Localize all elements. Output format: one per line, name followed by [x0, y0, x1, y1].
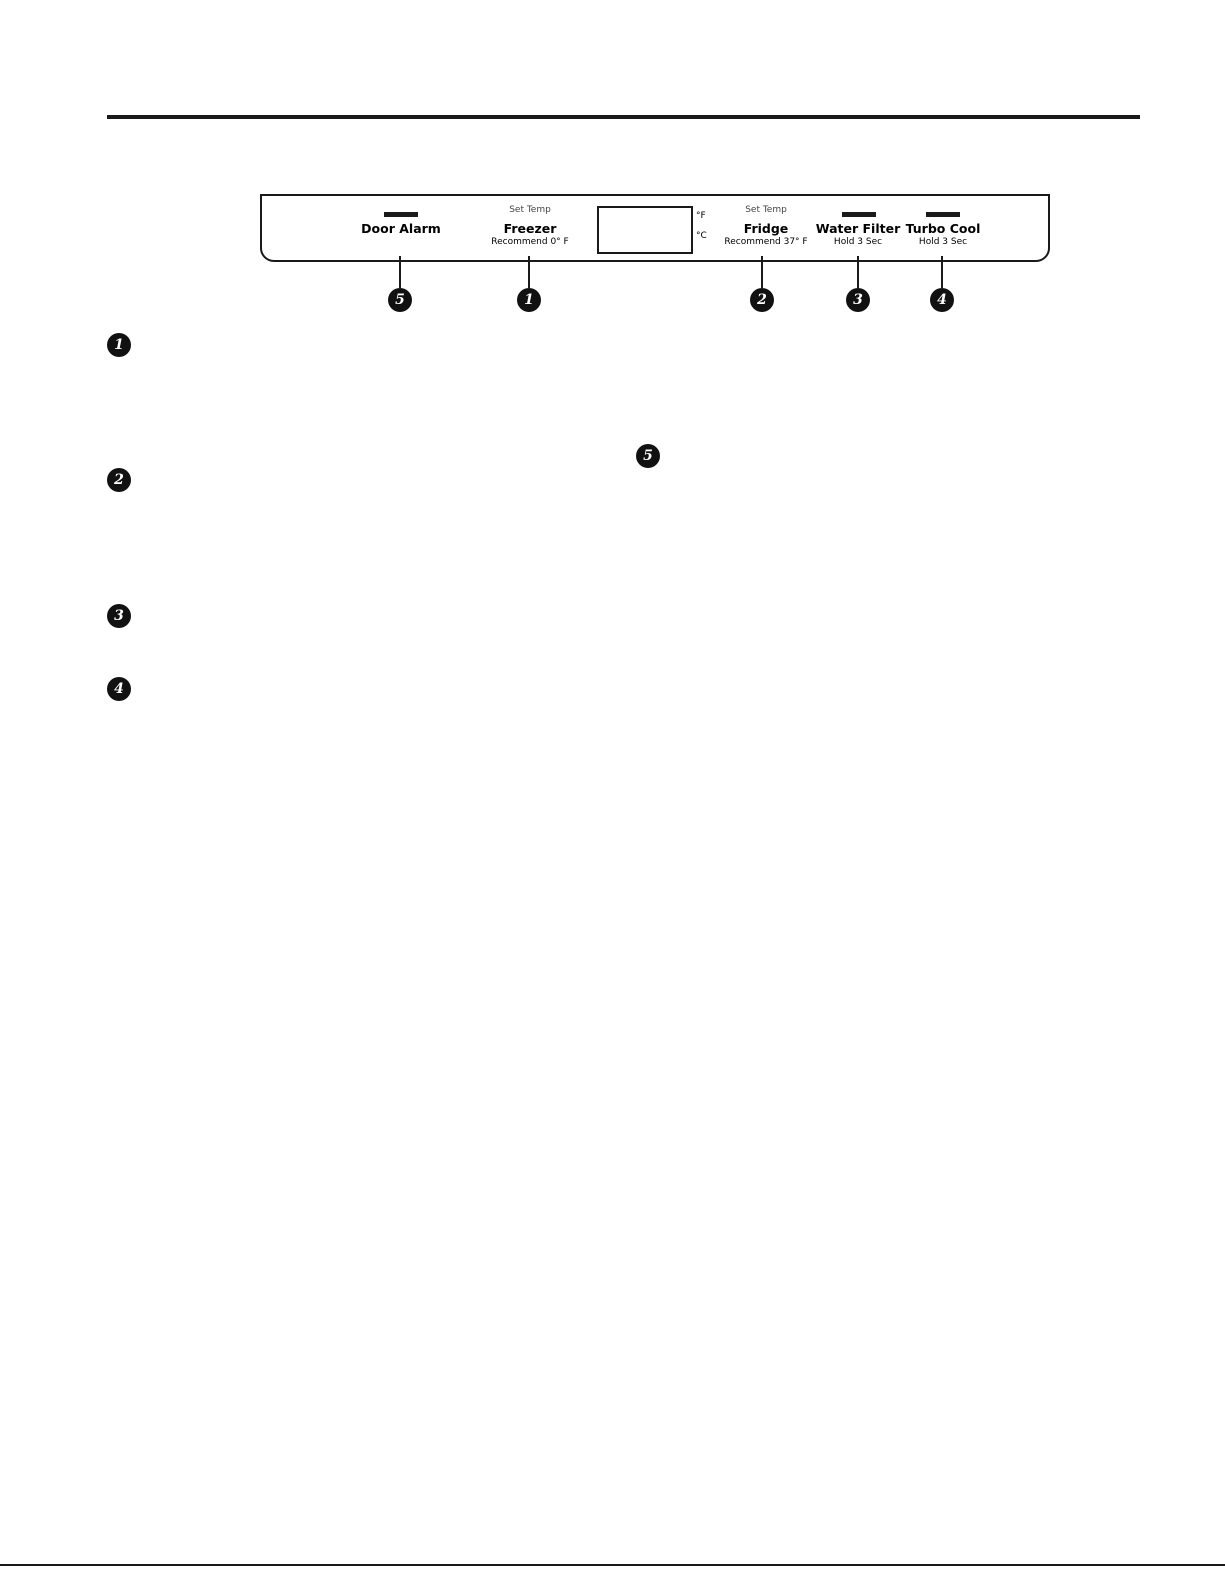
freezer-button[interactable]: Freezer	[503, 221, 557, 236]
section-marker-5: 5	[636, 444, 660, 468]
section-marker-3: 3	[107, 604, 131, 628]
freezer-set-temp-label: Set Temp	[509, 205, 551, 215]
door-alarm-leader-line	[399, 256, 401, 288]
fridge-button[interactable]: Fridge	[743, 221, 789, 236]
freezer-leader-line	[528, 256, 530, 288]
turbo-cool-hold-text: Hold 3 Sec	[918, 237, 968, 247]
section-marker-1: 1	[107, 333, 131, 357]
water-filter-hold-text: Hold 3 Sec	[833, 237, 883, 247]
water-filter-button[interactable]: Water Filter	[815, 221, 901, 236]
door-alarm-indicator-light	[384, 212, 418, 217]
fridge-leader-line	[761, 256, 763, 288]
fridge-set-temp-label: Set Temp	[745, 205, 787, 215]
callout-badge-water-filter: 3	[846, 288, 870, 312]
callout-badge-fridge: 2	[750, 288, 774, 312]
callout-badge-turbo-cool: 4	[930, 288, 954, 312]
freezer-recommend-text: Recommend 0° F	[491, 237, 569, 247]
fahrenheit-unit: °F	[696, 211, 706, 221]
turbo-cool-leader-line	[941, 256, 943, 288]
turbo-cool-button[interactable]: Turbo Cool	[905, 221, 981, 236]
section-marker-4: 4	[107, 677, 131, 701]
callout-badge-door-alarm: 5	[388, 288, 412, 312]
door-alarm-button[interactable]: Door Alarm	[361, 221, 441, 236]
temperature-display	[597, 206, 693, 254]
fridge-recommend-text: Recommend 37° F	[724, 237, 808, 247]
callout-badge-freezer: 1	[517, 288, 541, 312]
turbo-cool-indicator-light	[926, 212, 960, 217]
header-rule	[107, 115, 1140, 119]
water-filter-leader-line	[857, 256, 859, 288]
footer-rule	[0, 1564, 1225, 1566]
celsius-unit: °C	[696, 231, 707, 241]
section-marker-2: 2	[107, 468, 131, 492]
water-filter-indicator-light	[842, 212, 876, 217]
